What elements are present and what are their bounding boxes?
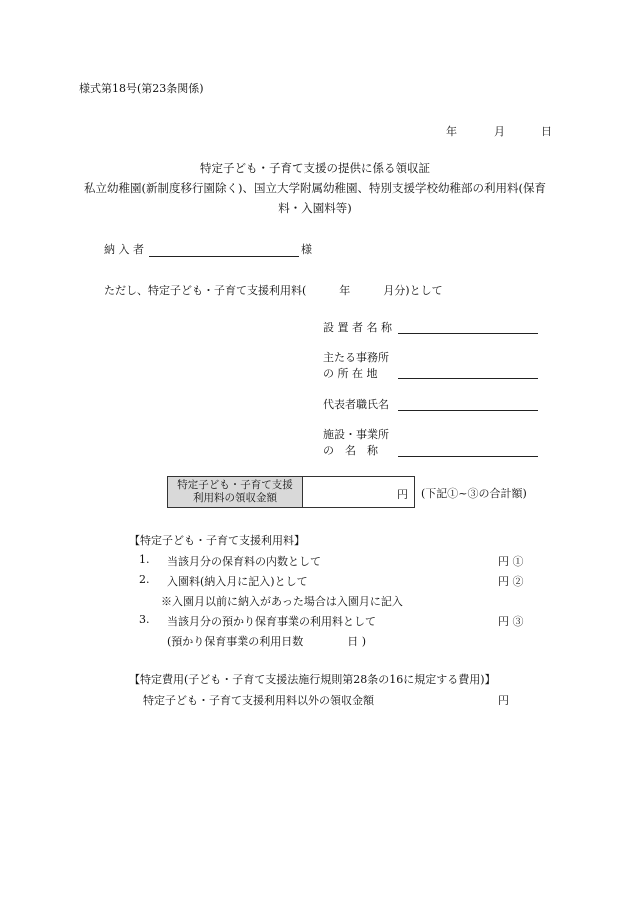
office-address-label-1: 主たる事務所 [323, 351, 389, 364]
item-3-number: 3. [139, 613, 150, 626]
representative-label: 代表者職氏名 [323, 398, 389, 411]
issuer-name-line [398, 333, 538, 334]
receipt-amount-box [167, 476, 415, 508]
item-3-unit: 円 ③ [498, 615, 524, 628]
item-3-text: 当該月分の預かり保育事業の利用料として [167, 615, 376, 628]
item-1-text: 当該月分の保育料の内数として [167, 555, 321, 568]
date-day: 日 [541, 125, 552, 138]
item-1-unit: 円 ① [498, 555, 524, 568]
receipt-amount-label-1: 特定子ども・子育て支援 [177, 479, 293, 491]
receipt-amount-label [168, 477, 303, 507]
receipt-amount-unit: 円 [397, 488, 408, 501]
office-address-line [398, 378, 538, 379]
section-specific-cost-heading: 【特定費用(子ども・子育て支援法施行規則第28条の16に規定する費用)】 [129, 673, 496, 686]
proviso-text: ただし、特定子ども・子育て支援利用料( 年 月分)として [104, 284, 443, 297]
item-2-number: 2. [139, 573, 150, 586]
payer-name-line [149, 256, 299, 257]
section-usage-fee-heading: 【特定子ども・子育て支援利用料】 [129, 534, 305, 547]
item-2-unit: 円 ② [498, 575, 524, 588]
title-line-3: 料・入園料等) [278, 201, 352, 215]
issuer-name-label: 設 置 者 名 称 [323, 321, 392, 334]
form-number: 様式第18号(第23条関係) [79, 82, 204, 95]
payer-suffix: 様 [301, 243, 312, 256]
facility-name-label-1: 施設・事業所 [323, 428, 389, 441]
receipt-amount-note: (下記①~③の合計額) [421, 487, 527, 500]
item-1-number: 1. [139, 553, 150, 566]
date-year: 年 [446, 125, 457, 138]
item-2-note: ※入園月以前に納入があった場合は入園月に記入 [161, 595, 403, 608]
payer-label: 納 入 者 [104, 243, 144, 256]
facility-name-line [398, 456, 538, 457]
facility-name-label-2: の 名 称 [323, 444, 378, 457]
item-3-days: (預かり保育事業の利用日数 日 ) [167, 635, 367, 648]
specific-cost-unit: 円 [498, 694, 509, 707]
office-address-label-2: の 所 在 地 [323, 367, 378, 380]
date-month: 月 [494, 125, 505, 138]
specific-cost-text: 特定子ども・子育て支援利用料以外の領収金額 [143, 694, 374, 707]
receipt-amount-label-2: 利用料の領収金額 [193, 492, 277, 504]
title-line-2: 私立幼稚園(新制度移行園除く)、国立大学附属幼稚園、特別支援学校幼稚部の利用料(保育 [84, 181, 546, 195]
title-line-1: 特定子ども・子育て支援の提供に係る領収証 [200, 161, 430, 175]
item-2-text: 入園料(納入月に記入)として [167, 575, 308, 588]
representative-line [398, 410, 538, 411]
